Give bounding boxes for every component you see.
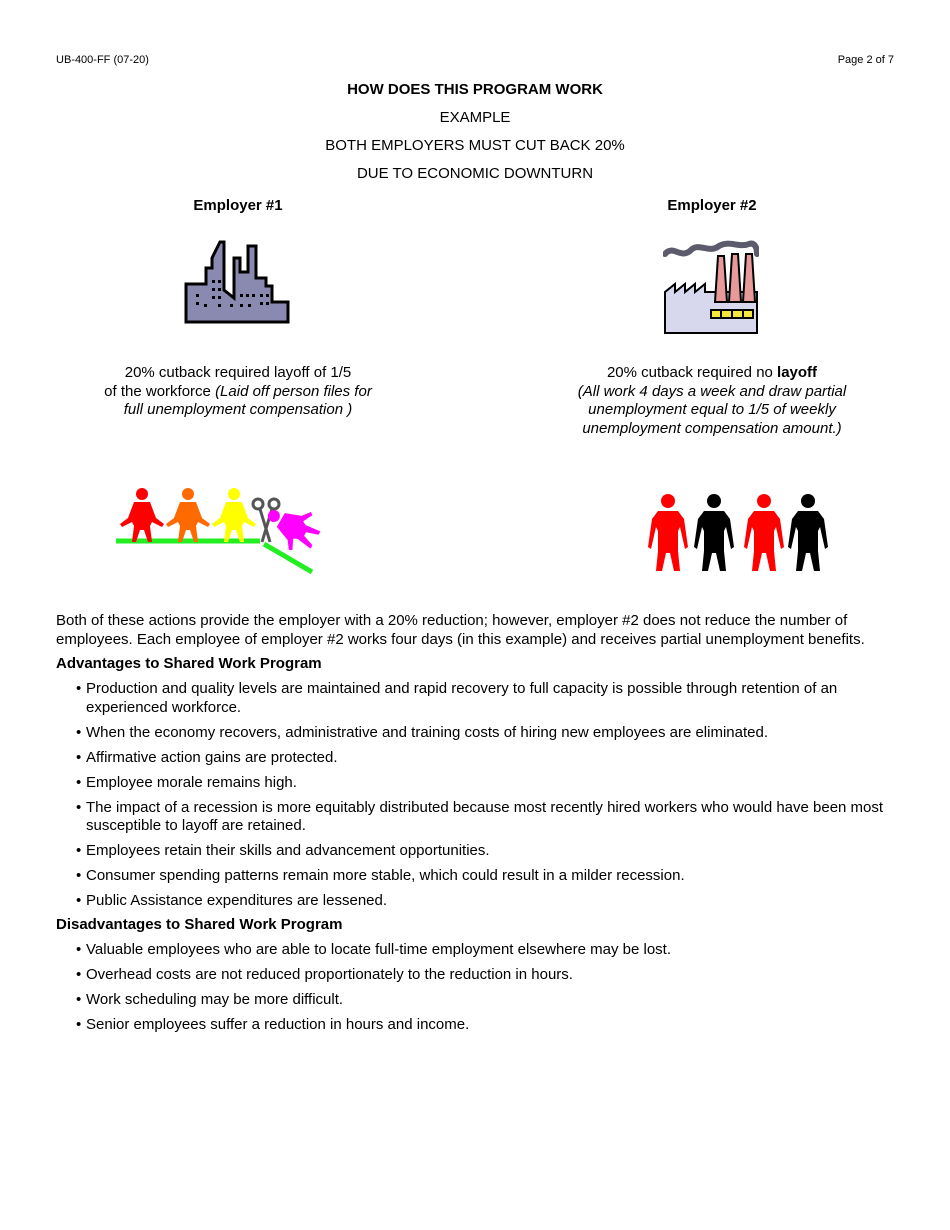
list-item: • Senior employees suffer a reduction in hours and income. <box>76 1016 886 1035</box>
employer2-desc-line2-italic: (All work 4 days a week and draw partial <box>577 382 847 400</box>
form-code: UB-400-FF (07-20) <box>56 54 149 66</box>
list-item: • Consumer spending patterns remain more stable, which could result in a milder recession. <box>76 867 886 886</box>
city-buildings-icon <box>184 240 292 324</box>
employer2-desc-line1-plain: 20% cutback required no <box>606 364 778 381</box>
page-title: HOW DOES THIS PROGRAM WORK <box>347 81 603 98</box>
employer2-desc-line3 <box>542 401 882 420</box>
list-item: • Valuable employees who are able to locate full-time employment elsewhere may be lost. <box>76 941 886 960</box>
disadvantages-title: Disadvantages to Shared Work Program <box>56 916 343 933</box>
employer1-desc-line2-italic: (Laid off person files for <box>215 382 372 400</box>
list-item: • Work scheduling may be more difficult. <box>76 991 886 1010</box>
employer2-desc-line2 <box>542 383 882 402</box>
employer2-desc-line4 <box>542 420 882 439</box>
advantages-title: Advantages to Shared Work Program <box>56 655 322 672</box>
employer1-desc-line2 <box>78 383 398 402</box>
example-label: EXAMPLE <box>439 109 511 126</box>
subtitle-line-1: BOTH EMPLOYERS MUST CUT BACK 20% <box>325 137 625 154</box>
employer2-heading: Employer #2 <box>667 197 757 214</box>
list-item: • Affirmative action gains are protected. <box>76 749 886 768</box>
list-item: • Employees retain their skills and advancement opportunities. <box>76 842 886 861</box>
workers-layoff-scissors-illustration <box>114 488 346 578</box>
employer2-desc-line1 <box>542 364 882 383</box>
employer1-heading: Employer #1 <box>193 197 283 214</box>
advantages-list <box>76 680 886 917</box>
employer1-desc-line3 <box>78 401 398 420</box>
list-item: • When the economy recovers, administrative and training costs of hiring new employees are eliminated. <box>76 724 886 743</box>
factory-icon <box>663 240 759 336</box>
employer2-description <box>542 364 882 438</box>
disadvantages-list <box>76 941 886 1041</box>
list-item: • Public Assistance expenditures are lessened. <box>76 892 886 911</box>
list-item: • Employee morale remains high. <box>76 774 886 793</box>
subtitle-line-2: DUE TO ECONOMIC DOWNTURN <box>356 165 594 182</box>
list-item: • Overhead costs are not reduced proportionately to the reduction in hours. <box>76 966 886 985</box>
employer2-desc-line3-italic: unemployment equal to 1/5 of weekly <box>588 401 836 418</box>
list-item: • Production and quality levels are maintained and rapid recovery to full capacity is possible through retention of an experienced workforce. <box>76 680 886 717</box>
employer2-desc-line1-bold: layoff <box>777 364 818 381</box>
employer1-desc-line3-italic: full unemployment compensation ) <box>123 401 353 418</box>
employer1-desc-line2-plain: of the workforce <box>104 382 216 400</box>
list-item: • The impact of a recession is more equitably distributed because most recently hired workers who would have been most susceptible to layoff are retained. <box>76 799 886 836</box>
summary-paragraph: Both of these actions provide the employer with a 20% reduction; however, employer #2 does not reduce the number of employees. Each employee of employer #2 works four days (in this example) and receives partial unemployment benefits. <box>56 612 865 648</box>
employer2-desc-line4-italic: unemployment compensation amount.) <box>582 419 842 437</box>
employer1-description <box>78 364 398 420</box>
page-number: Page 2 of 7 <box>837 54 894 66</box>
workers-shared-work-illustration <box>646 494 830 574</box>
employer1-desc-line1: 20% cutback required layoff of 1/5 <box>124 364 352 381</box>
